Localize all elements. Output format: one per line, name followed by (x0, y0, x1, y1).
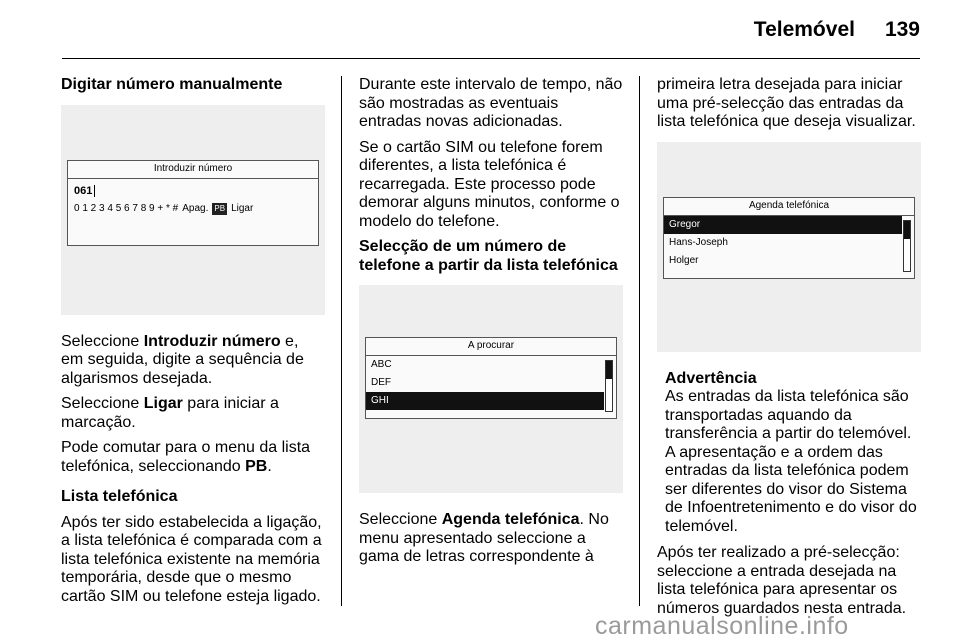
page-header (754, 18, 920, 42)
list-item[interactable]: ABC (371, 359, 392, 370)
keypad-digits[interactable]: 0 1 2 3 4 5 6 7 8 9 + * # (74, 202, 179, 214)
notice-title: Advertência (665, 369, 757, 387)
list-item[interactable]: Hans-Joseph (669, 236, 728, 248)
paragraph: Se o cartão SIM ou telefone forem diferentes, a lista telefónica é recarregada. Este processo pode demorar alguns minutos, conforme o modelo do telefone. (359, 138, 620, 230)
screen-title: A procurar (366, 338, 616, 356)
list-item[interactable]: Holger (669, 254, 699, 266)
column-divider (639, 76, 640, 606)
paragraph: Seleccione Introduzir número e, em seguida, digite a sequência de algarismos desejada. (61, 332, 304, 387)
screen-title: Agenda telefónica (664, 198, 914, 216)
scrollbar[interactable] (605, 360, 613, 412)
display-screen (67, 160, 319, 246)
call-key[interactable]: Ligar (231, 202, 254, 214)
notice-text: As entradas da lista telefónica são transportadas aquando da transferência a partir do telemóvel. A apresentação e a ordem das entradas da lista telefónica podem ser diferentes do visor do Sistema de Infoentretenimento e do visor do telemóvel. (665, 388, 917, 535)
list-item-selected[interactable]: Gregor (664, 216, 902, 234)
figure-enter-number (61, 105, 325, 315)
list-item-selected[interactable]: GHI (366, 392, 604, 410)
column-divider (341, 76, 342, 606)
paragraph: Após ter sido estabelecida a ligação, a lista telefónica é comparada com a lista telefónica existente na memória temporária, desde que o mesmo cartão SIM ou telefone esteja ligado. (61, 513, 322, 605)
keypad-row (68, 199, 318, 219)
section-heading: Lista telefónica (61, 488, 178, 505)
chapter-title: Telemóvel (753, 18, 855, 41)
figure-searching (359, 285, 623, 493)
column-3 (657, 76, 921, 625)
display-screen (365, 337, 617, 419)
column-2 (359, 76, 623, 574)
figure-phonebook (657, 142, 921, 352)
paragraph: Durante este intervalo de tempo, não são mostradas as eventuais entradas novas adicionadas. (359, 76, 623, 130)
paragraph: Seleccione Agenda telefónica. No menu apresentado seleccione a gama de letras correspondente à (359, 511, 609, 565)
screen-title: Introduzir número (68, 161, 318, 179)
paragraph: Após ter realizado a pré-selecção: seleccione a entrada desejada na lista telefónica para apresentar os números guardados nesta entrada. (657, 544, 907, 617)
paragraph: primeira letra desejada para iniciar uma pré-selecção das entradas da lista telefónica que deseja visualizar. (657, 76, 916, 130)
notice-box (665, 370, 921, 537)
paragraph: Pode comutar para o menu da lista telefónica, seleccionando PB. (61, 439, 311, 475)
header-rule (62, 58, 920, 59)
watermark: carmanualsonline.info (595, 612, 849, 640)
section-heading: Digitar número manualmente (61, 76, 283, 93)
scrollbar[interactable] (903, 220, 911, 272)
section-heading: Selecção de um número de telefone a partir da lista telefónica (359, 238, 618, 274)
column-1 (61, 76, 325, 613)
list-item[interactable]: DEF (371, 377, 391, 388)
phonebook-key[interactable]: PB (214, 203, 226, 213)
entered-number: 061 (68, 179, 318, 199)
display-screen (663, 197, 915, 279)
paragraph: Seleccione Ligar para iniciar a marcação. (61, 395, 279, 431)
delete-key[interactable]: Apag. (182, 202, 209, 214)
page-number: 139 (884, 18, 920, 41)
